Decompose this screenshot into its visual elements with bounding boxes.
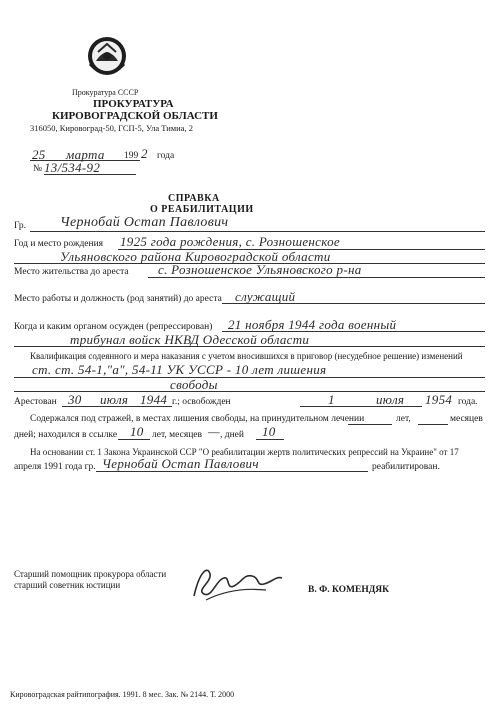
residence-label: Место жительства до ареста xyxy=(14,267,129,277)
signer-position-1: Старший помощник прокурора области xyxy=(14,569,167,579)
custody-months-word: месяцев xyxy=(450,414,483,424)
document-number: 13/534-92 xyxy=(44,160,101,175)
qualification-value-1: ст. ст. 54-1,"а", 54-11 УК УССР - 10 лет лишения xyxy=(32,362,327,377)
exile-years-word: лет, месяцев xyxy=(152,430,202,440)
document-subtitle: О РЕАБИЛИТАЦИИ xyxy=(150,204,254,215)
released-month: июля xyxy=(376,392,405,407)
date-day: 25 xyxy=(32,147,46,162)
ministry-label: Прокуратура СССР xyxy=(72,88,139,97)
name-value: Чернобай Остап Павлович xyxy=(60,215,229,230)
handwritten-signature xyxy=(186,560,286,604)
org-name-line1: ПРОКУРАТУРА xyxy=(93,98,174,110)
convicted-value-1: 21 ноября 1944 года военный xyxy=(228,317,397,332)
birth-value-2: Ульяновского района Кировоградской области xyxy=(60,249,331,264)
custody-years-word: лет, xyxy=(396,414,411,424)
arrested-day: 30 xyxy=(68,392,82,407)
date-year-prefix: 199 xyxy=(124,151,139,161)
rehab-status: реабилитирован. xyxy=(372,462,440,472)
residence-value: с. Розношенское Ульяновского р-на xyxy=(158,262,362,277)
arrested-label: Арестован xyxy=(14,397,57,407)
signer-name: В. Ф. КОМЕНДЯК xyxy=(308,585,390,595)
signer-position-2: старший советник юстиции xyxy=(14,580,121,590)
document-title: СПРАВКА xyxy=(168,193,220,204)
convicted-label: Когда и каким органом осужден (репрессирован) xyxy=(14,322,213,332)
released-label: г.; освобожден xyxy=(172,397,231,407)
qualification-label: Квалификация содеянного и мера наказания с учетом вносившихся в приговор (несудебное решение) изменений xyxy=(30,351,463,361)
org-address: 316050, Кировоград-50, ГСП-5, Ула Тимиа, 2 xyxy=(30,123,193,133)
work-label: Место работы и должность (род занятий) до ареста xyxy=(14,294,222,304)
exile-days: 10 xyxy=(262,424,276,439)
convicted-value-2: трибунал войск НКВД Одесской области xyxy=(70,332,310,347)
date-year-suffix: года xyxy=(157,151,175,161)
law-text-2: апреля 1991 года гр. xyxy=(14,462,96,472)
org-name-line2: КИРОВОГРАДСКОЙ ОБЛАСТИ xyxy=(52,110,218,122)
arrested-year: 1944 xyxy=(140,392,168,407)
printer-footer: Кировоградская райтипография. 1991. 8 мес. Зак. № 2144. Т. 2000 xyxy=(10,690,235,699)
number-label: № xyxy=(33,164,43,174)
law-text-1: На основании ст. 1 Закона Украинской ССР "О реабилитации жертв политических репрессий на Украине" от 17 xyxy=(30,447,459,457)
work-value: служащий xyxy=(235,289,296,304)
exile-text: дней; находился в ссылке xyxy=(14,430,118,440)
exile-years: 10 xyxy=(130,424,144,439)
released-day: 1 xyxy=(328,392,335,407)
coat-of-arms-emblem xyxy=(84,34,130,78)
birth-value-1: 1925 года рождения, с. Розношенское xyxy=(120,234,340,249)
name-label: Гр. xyxy=(14,221,27,231)
qualification-value-2: свободы xyxy=(170,377,218,392)
released-year: 1954 xyxy=(425,392,453,407)
arrested-month: июля xyxy=(100,392,129,407)
custody-text: Содержался под стражей, в местах лишения свободы, на принудительном лечении xyxy=(30,414,365,424)
date-month: марта xyxy=(66,147,105,162)
rehab-name: Чернобай Остап Павлович xyxy=(102,456,259,471)
exile-days-word: , дней xyxy=(220,430,244,440)
released-year-word: года. xyxy=(458,397,478,407)
date-year-digit: 2 xyxy=(141,146,148,161)
birth-label: Год и место рождения xyxy=(14,239,104,249)
exile-months: — xyxy=(208,424,220,439)
